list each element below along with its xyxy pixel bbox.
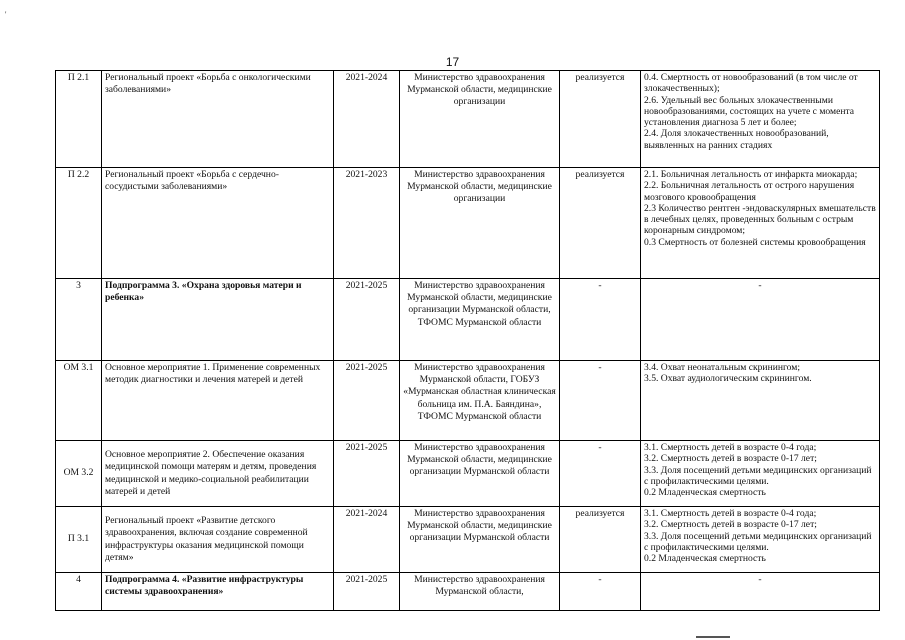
- program-table: [55, 70, 880, 611]
- row-code: ОМ 3.2: [56, 441, 102, 507]
- indicator-item: 0.4. Смертность от новообразований (в том числе от злокачественных);: [644, 72, 858, 95]
- indicator-item: 0.2 Младенческая смертность: [644, 553, 766, 565]
- row-executor: Министерство здравоохранения Мурманской области, медицинские организации Мурманской области, ТФОМС Мурманской области: [400, 279, 560, 361]
- row-status: -: [560, 279, 641, 361]
- row-indicators: -: [641, 573, 880, 611]
- indicator-item: 2.2. Больничная летальность от острого нарушения мозгового кровообращения: [644, 180, 855, 203]
- row-status: реализуется: [560, 71, 641, 168]
- table-row: [56, 168, 880, 279]
- row-period: 2021-2025: [334, 279, 400, 361]
- indicator-item: 2.6. Удельный вес больных злокачественными новообразованиями, состоящих на учете с момента установления диагноза 5 лет и более;: [644, 94, 855, 129]
- indicator-item: 3.1. Смертность детей в возрасте 0-4 года;: [644, 508, 817, 519]
- row-indicators: [641, 441, 880, 507]
- row-executor: Министерство здравоохранения Мурманской области, ГОБУЗ «Мурманская областная клиническая больница им. П.А. Баяндина», ТФОМС Мурманской области: [400, 361, 560, 441]
- row-executor: Министерство здравоохранения Мурманской области, медицинские организации Мурманской области: [400, 441, 560, 507]
- row-name: Региональный проект «Борьба с онкологическими заболеваниями»: [102, 71, 334, 168]
- row-name: Подпрограмма 4. «Развитие инфраструктуры системы здравоохранения»: [102, 573, 334, 611]
- row-indicators: [641, 361, 880, 441]
- row-status: -: [560, 361, 641, 441]
- indicator-item: 3.4. Охват неонатальным скринингом;: [644, 362, 801, 373]
- row-name: Основное мероприятие 1. Применение современных методик диагностики и лечения матерей и детей: [102, 361, 334, 441]
- row-code: ОМ 3.1: [56, 361, 102, 441]
- row-indicators: -: [641, 279, 880, 361]
- row-code: 3: [56, 279, 102, 361]
- row-status: -: [560, 573, 641, 611]
- table-row: [56, 507, 880, 573]
- row-name: Основное мероприятие 2. Обеспечение оказания медицинской помощи матерям и детям, проведения медицинской и медико-социальной реабилитации матерей и детей: [102, 441, 334, 507]
- page-number: 17: [445, 55, 460, 69]
- indicator-item: 0.3 Смертность от болезней системы кровообращения: [644, 236, 866, 248]
- row-code: П 3.1: [56, 507, 102, 573]
- row-indicators: [641, 168, 880, 279]
- row-period: 2021-2024: [334, 71, 400, 168]
- row-status: реализуется: [560, 168, 641, 279]
- indicator-item: 3.2. Смертность детей в возрасте 0-17 лет;: [644, 519, 817, 531]
- row-period: 2021-2025: [334, 573, 400, 611]
- row-name: Региональный проект «Развитие детского здравоохранения, включая создание современной инфраструктуры оказания медицинской помощи детям»: [102, 507, 334, 573]
- indicator-item: 3.3. Доля посещений детьми медицинских организаций с профилактическими целями.: [644, 530, 872, 553]
- indicator-item: 3.5. Охват аудиологическим скринингом.: [644, 373, 812, 385]
- row-executor: Министерство здравоохранения Мурманской области, медицинские организации Мурманской области: [400, 507, 560, 573]
- row-executor: Министерство здравоохранения Мурманской области, медицинские организации: [400, 168, 560, 279]
- row-period: 2021-2025: [334, 441, 400, 507]
- table-row: [56, 71, 880, 168]
- indicator-item: 3.1. Смертность детей в возрасте 0-4 года;: [644, 442, 817, 453]
- indicator-item: 2.3 Количество рентген -эндоваскулярных вмешательств в лечебных целях, проведенных больным с острым коронарным синдромом;: [644, 202, 876, 237]
- row-status: -: [560, 441, 641, 507]
- row-status: реализуется: [560, 507, 641, 573]
- row-name: Региональный проект «Борьба с сердечно-сосудистыми заболеваниями»: [102, 168, 334, 279]
- corner-mark: ': [5, 10, 7, 19]
- row-period: 2021-2025: [334, 361, 400, 441]
- indicator-item: 3.2. Смертность детей в возрасте 0-17 лет;: [644, 453, 817, 465]
- table-row: [56, 279, 880, 361]
- row-period: 2021-2023: [334, 168, 400, 279]
- indicator-item: 0.2 Младенческая смертность: [644, 487, 766, 499]
- row-period: 2021-2024: [334, 507, 400, 573]
- row-indicators: [641, 71, 880, 168]
- bottom-mark: [696, 636, 730, 638]
- indicator-item: 2.4. Доля злокачественных новообразований, выявленных на ранних стадиях: [644, 128, 829, 151]
- row-name: Подпрограмма 3. «Охрана здоровья матери и ребенка»: [102, 279, 334, 361]
- row-indicators: [641, 507, 880, 573]
- row-executor: Министерство здравоохранения Мурманской области,: [400, 573, 560, 611]
- indicator-item: 3.3. Доля посещений детьми медицинских организаций с профилактическими целями.: [644, 464, 872, 487]
- indicator-item: 2.1. Больничная летальность от инфаркта миокарда;: [644, 169, 858, 180]
- row-code: 4: [56, 573, 102, 611]
- row-code: П 2.2: [56, 168, 102, 279]
- table-row: [56, 361, 880, 441]
- row-executor: Министерство здравоохранения Мурманской области, медицинские организации: [400, 71, 560, 168]
- row-code: П 2.1: [56, 71, 102, 168]
- table-row: [56, 573, 880, 611]
- table-row: [56, 441, 880, 507]
